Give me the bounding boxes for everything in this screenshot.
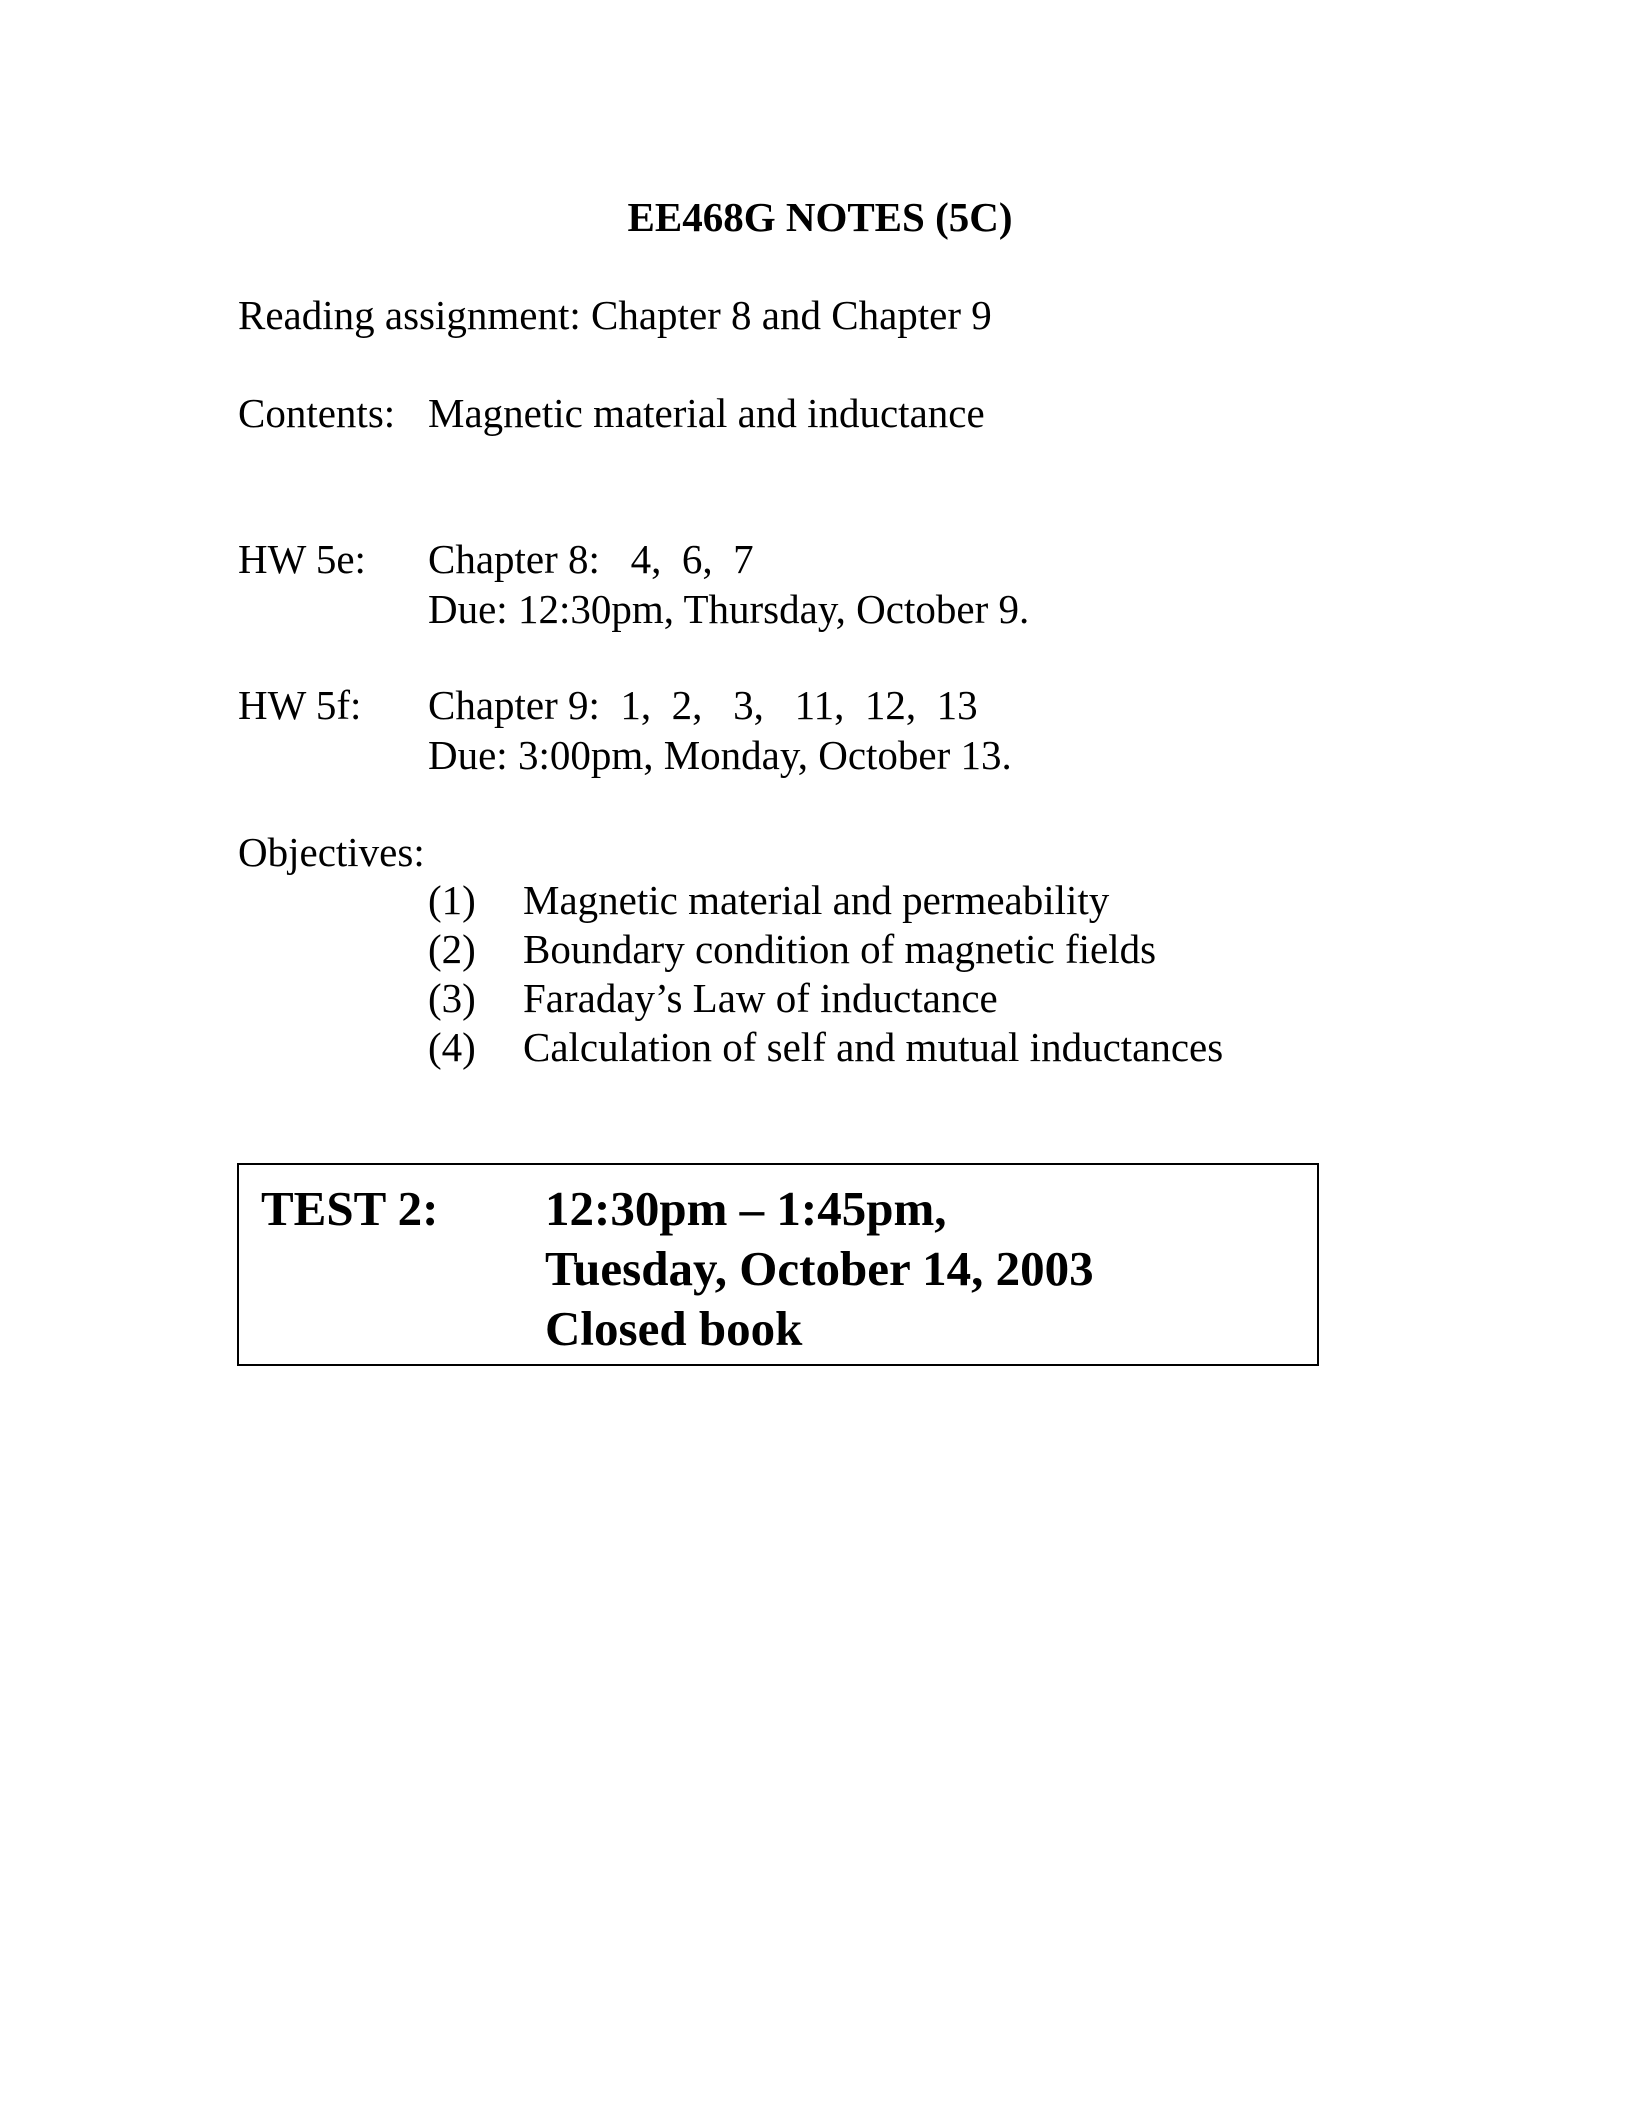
contents-value: Magnetic material and inductance [428, 390, 985, 436]
reading-value: Chapter 8 and Chapter 9 [591, 292, 992, 338]
page-title: EE468G NOTES (5C) [627, 194, 1013, 240]
test-note: Closed book [545, 1301, 803, 1356]
hw-label: HW 5e: [238, 536, 366, 582]
hw-due: Due: 3:00pm, Monday, October 13. [428, 732, 1012, 778]
objective-text: Calculation of self and mutual inductances [523, 1024, 1224, 1070]
hw-problems: Chapter 9: 1, 2, 3, 11, 12, 13 [428, 682, 978, 728]
objective-text: Boundary condition of magnetic fields [523, 926, 1157, 972]
hw-due: Due: 12:30pm, Thursday, October 9. [428, 586, 1030, 632]
objective-number: (2) [428, 926, 476, 972]
objective-number: (1) [428, 877, 476, 923]
test-announcement-box [237, 1163, 1319, 1366]
test-date: Tuesday, October 14, 2003 [545, 1241, 1094, 1296]
test-label: TEST 2: [261, 1181, 439, 1236]
objective-text: Magnetic material and permeability [523, 877, 1110, 923]
contents-label: Contents: [238, 390, 396, 436]
reading-label: Reading assignment: [238, 292, 581, 338]
reading-line [238, 290, 992, 340]
objective-number: (4) [428, 1024, 476, 1070]
hw-problems: Chapter 8: 4, 6, 7 [428, 536, 754, 582]
test-time: 12:30pm – 1:45pm, [545, 1181, 947, 1236]
objective-text: Faraday’s Law of inductance [523, 975, 998, 1021]
objective-number: (3) [428, 975, 476, 1021]
objectives-label: Objectives: [238, 829, 425, 875]
hw-label: HW 5f: [238, 682, 362, 728]
